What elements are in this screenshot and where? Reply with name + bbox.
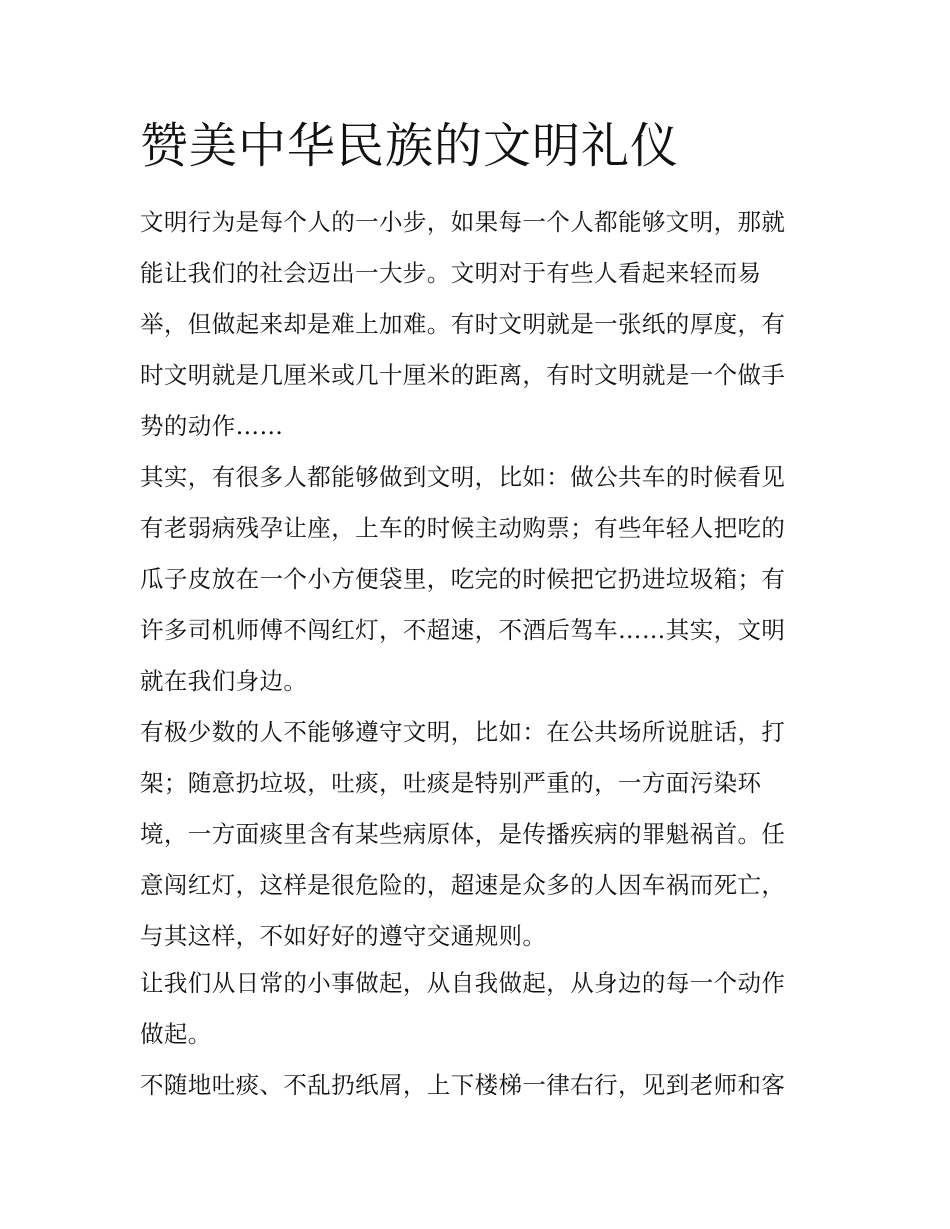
body-line: 势的动作…… [140, 412, 284, 440]
body-line: 时文明就是几厘米或几十厘米的距离，有时文明就是一个做手 [140, 361, 786, 389]
body-line: 做起。 [140, 1020, 212, 1048]
body-line: 许多司机师傅不闯红灯，不超速，不酒后驾车……其实，文明 [140, 616, 786, 644]
body-line: 有极少数的人不能够遵守文明，比如：在公共场所说脏话，打 [140, 718, 786, 746]
body-line: 举，但做起来却是难上加难。有时文明就是一张纸的厚度，有 [140, 310, 786, 338]
body-line: 能让我们的社会迈出一大步。文明对于有些人看起来轻而易 [140, 259, 762, 287]
body-line: 就在我们身边。 [140, 667, 308, 695]
body-line: 文明行为是每个人的一小步，如果每一个人都能够文明，那就 [140, 208, 786, 236]
body-line: 瓜子皮放在一个小方便袋里，吃完的时候把它扔进垃圾箱；有 [140, 565, 786, 593]
body-line: 让我们从日常的小事做起，从自我做起，从身边的每一个动作 [140, 969, 786, 997]
body-line: 境，一方面痰里含有某些病原体，是传播疾病的罪魁祸首。任 [140, 820, 786, 848]
body-line: 与其这样，不如好好的遵守交通规则。 [140, 922, 547, 950]
body-line: 有老弱病残孕让座，上车的时候主动购票；有些年轻人把吃的 [140, 514, 786, 542]
body-line: 意闯红灯，这样是很危险的，超速是众多的人因车祸而死亡， [140, 871, 786, 899]
body-line: 其实，有很多人都能够做到文明，比如：做公共车的时候看见 [140, 463, 786, 491]
body-line: 架；随意扔垃圾，吐痰，吐痰是特别严重的，一方面污染环 [140, 769, 762, 797]
document-title: 赞美中华民族的文明礼仪 [140, 118, 680, 174]
body-line: 不随地吐痰、不乱扔纸屑，上下楼梯一律右行，见到老师和客 [140, 1071, 786, 1099]
